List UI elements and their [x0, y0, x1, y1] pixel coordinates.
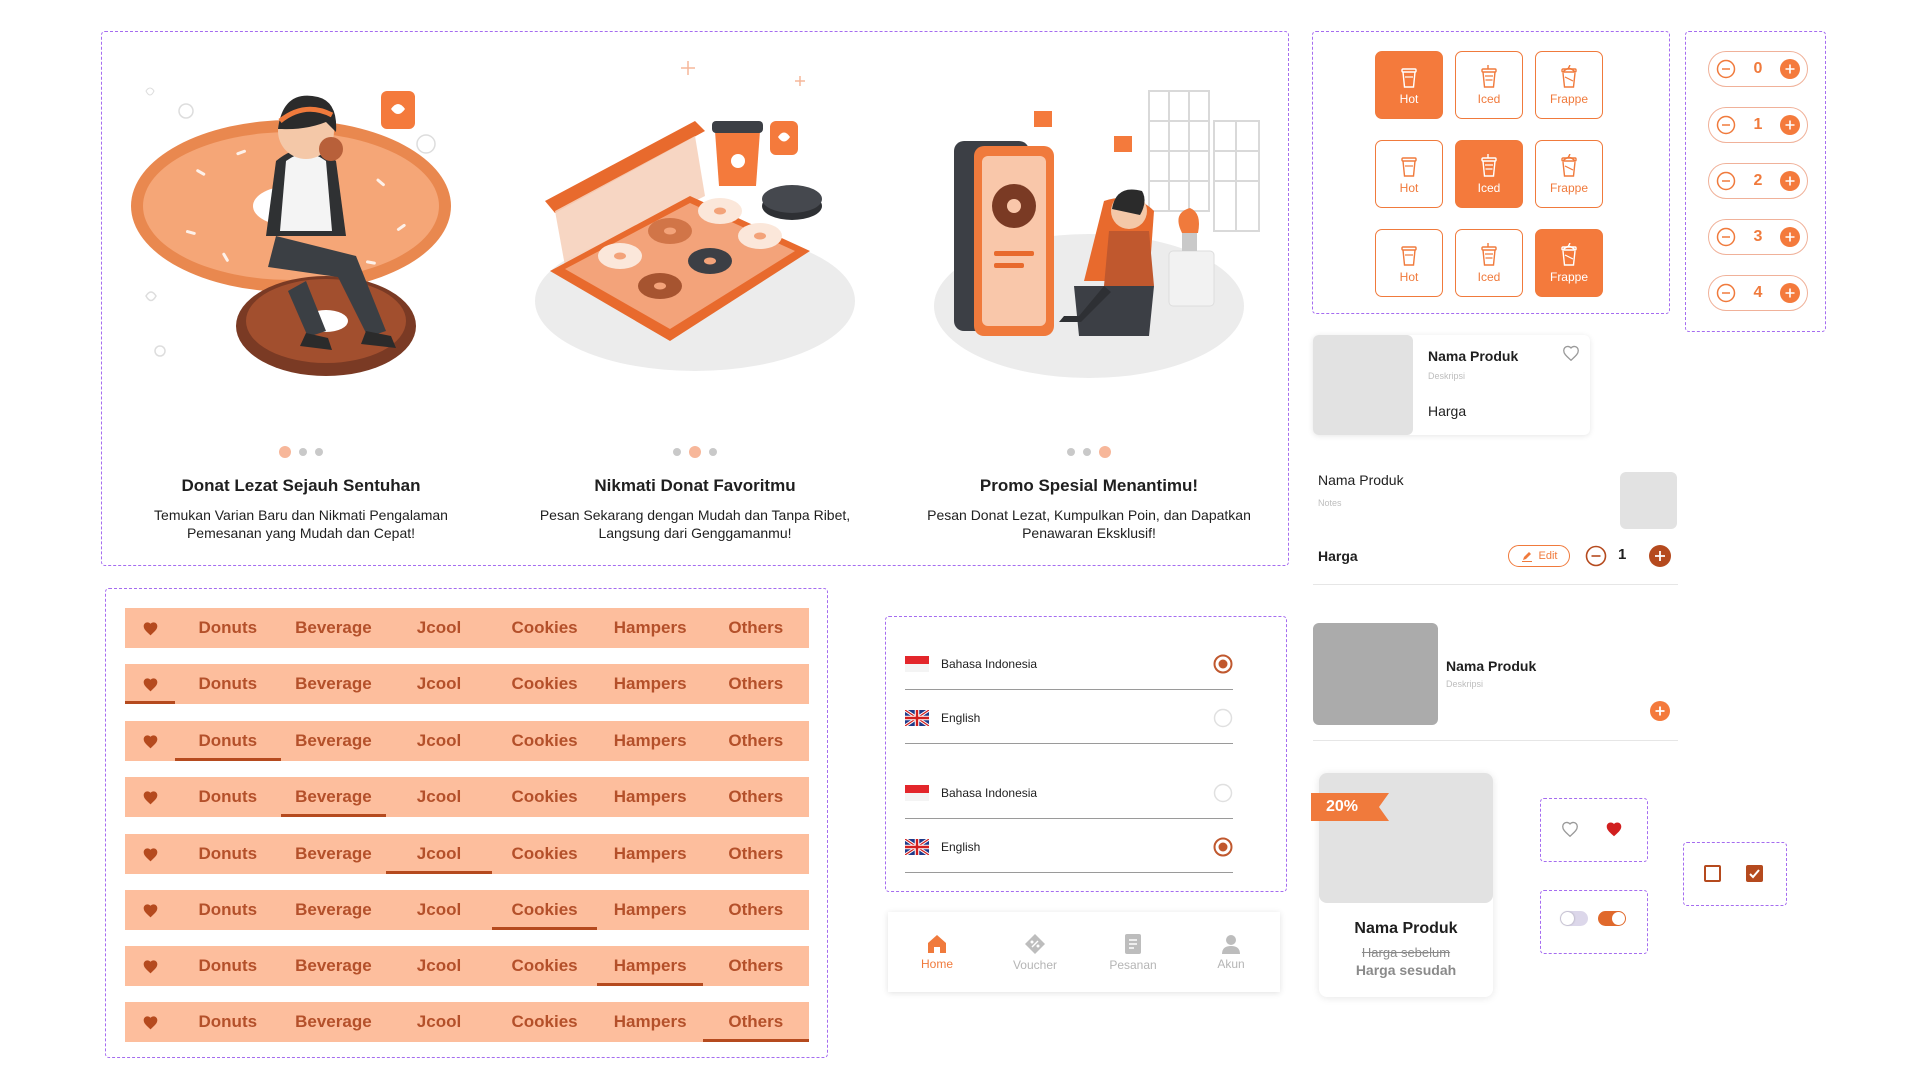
- tab-favorites[interactable]: [125, 890, 175, 930]
- category-tab-bar: [125, 1002, 809, 1042]
- decrement-button[interactable]: [1716, 283, 1736, 303]
- tab-hampers[interactable]: Hampers: [613, 844, 687, 863]
- beverage-option-frappe[interactable]: [1535, 51, 1603, 119]
- switch-off[interactable]: [1560, 911, 1588, 926]
- bottom-navigation: [888, 912, 1280, 992]
- nav-pesanan[interactable]: [1084, 912, 1182, 992]
- tab-others[interactable]: Others: [728, 844, 784, 863]
- product-card-list[interactable]: [1313, 623, 1678, 741]
- nav-label: Home: [920, 956, 953, 971]
- quantity-value: 2: [1753, 172, 1763, 189]
- pencil-icon: [1521, 550, 1533, 562]
- uk-flag-icon: [905, 839, 929, 855]
- beverage-option-label: Iced: [1477, 180, 1501, 195]
- quantity-value: 0: [1753, 60, 1763, 77]
- hot-cup-icon: [1397, 243, 1421, 267]
- carousel-dots: [500, 446, 890, 458]
- frappe-cup-icon: [1557, 243, 1581, 267]
- price-before: Harga sebelum: [1361, 945, 1451, 960]
- category-tab-bar: [125, 834, 809, 874]
- increment-button[interactable]: [1780, 171, 1800, 191]
- increment-button[interactable]: [1780, 227, 1800, 247]
- decrement-button[interactable]: [1585, 545, 1607, 567]
- tab-hampers[interactable]: Hampers: [613, 618, 687, 637]
- checkbox-checked[interactable]: [1746, 865, 1763, 882]
- product-name: Nama Produk: [1428, 348, 1519, 364]
- price-after: Harga sesudah: [1355, 962, 1457, 978]
- carousel-dots: [894, 446, 1284, 458]
- heart-icon: [142, 847, 159, 862]
- tab-hampers[interactable]: Hampers: [613, 900, 687, 919]
- tab-beverage[interactable]: Beverage: [295, 900, 372, 919]
- tab-beverage[interactable]: Beverage: [295, 956, 372, 975]
- radio-selected[interactable]: [1213, 654, 1233, 674]
- product-image-placeholder: [1313, 623, 1438, 725]
- decrement-button[interactable]: [1716, 171, 1736, 191]
- tab-donuts[interactable]: Donuts: [198, 787, 258, 806]
- carousel-dots: [106, 446, 496, 458]
- edit-button[interactable]: [1508, 545, 1570, 567]
- quantity-stepper: [1708, 51, 1808, 87]
- heart-icon: [142, 677, 159, 692]
- beverage-option-iced[interactable]: [1455, 140, 1523, 208]
- carousel-dot[interactable]: [709, 448, 717, 456]
- language-name: Bahasa Indonesia: [941, 785, 1038, 800]
- tab-jcool[interactable]: Jcool: [416, 900, 462, 919]
- language-option[interactable]: [905, 692, 1233, 744]
- beverage-option-hot[interactable]: [1375, 229, 1443, 297]
- tab-cookies[interactable]: Cookies: [511, 844, 578, 863]
- tab-donuts[interactable]: Donuts: [198, 844, 258, 863]
- order-icon: [1124, 933, 1142, 955]
- indonesia-flag-icon: [905, 785, 929, 801]
- quantity-stepper: [1708, 219, 1808, 255]
- tab-favorites[interactable]: [125, 946, 175, 986]
- tab-beverage[interactable]: Beverage: [295, 731, 372, 750]
- category-tab-bar: [125, 946, 809, 986]
- iced-cup-icon: [1477, 154, 1501, 178]
- heart-outline-icon[interactable]: [1561, 821, 1579, 837]
- frappe-cup-icon: [1557, 65, 1581, 89]
- heart-icon: [142, 1015, 159, 1030]
- switch-knob: [1561, 912, 1574, 925]
- product-description: Deskripsi: [1446, 679, 1484, 689]
- tab-jcool[interactable]: Jcool: [416, 731, 462, 750]
- product-name: Nama Produk: [1446, 658, 1537, 674]
- tab-donuts[interactable]: Donuts: [198, 674, 258, 693]
- radio-selected[interactable]: [1213, 837, 1233, 857]
- tab-jcool[interactable]: Jcool: [416, 618, 462, 637]
- tab-cookies[interactable]: Cookies: [492, 890, 598, 930]
- tab-beverage[interactable]: Beverage: [295, 1012, 372, 1031]
- tab-others[interactable]: Others: [703, 1002, 809, 1042]
- switch-on[interactable]: [1598, 911, 1626, 926]
- checkmark-icon: [1746, 865, 1763, 882]
- decrement-button[interactable]: [1716, 227, 1736, 247]
- carousel-dot[interactable]: [315, 448, 323, 456]
- checkbox-frame: [1683, 842, 1787, 906]
- beverage-option-label: Iced: [1477, 269, 1501, 284]
- heart-icon: [142, 621, 159, 636]
- heart-filled-icon[interactable]: [1605, 821, 1623, 837]
- cart-item-quantity: 1: [1618, 546, 1627, 563]
- tab-donuts[interactable]: Donuts: [198, 956, 258, 975]
- tab-others[interactable]: Others: [728, 787, 784, 806]
- quantity-stepper: [1708, 107, 1808, 143]
- onboarding-description: Pesan Donat Lezat, Kumpulkan Poin, dan Dapatkan Penawaran Eksklusif!: [927, 507, 1251, 541]
- beverage-option-frappe[interactable]: [1535, 229, 1603, 297]
- beverage-option-label: Iced: [1477, 91, 1501, 106]
- cart-item: [1313, 465, 1678, 585]
- tab-cookies[interactable]: Cookies: [511, 956, 578, 975]
- quantity-value: 3: [1753, 228, 1763, 245]
- product-image-placeholder: [1313, 335, 1413, 435]
- quantity-value: 1: [1753, 116, 1763, 133]
- discount-badge: [1311, 793, 1373, 821]
- promo-product-card[interactable]: [1319, 773, 1493, 997]
- edit-label: Edit: [1538, 550, 1558, 562]
- tab-cookies[interactable]: Cookies: [511, 618, 578, 637]
- tab-others[interactable]: Others: [728, 731, 784, 750]
- tab-beverage[interactable]: Beverage: [295, 674, 372, 693]
- tab-jcool[interactable]: Jcool: [416, 956, 462, 975]
- onboarding-title: Nikmati Donat Favoritmu: [594, 476, 796, 495]
- tab-jcool[interactable]: Jcool: [386, 834, 492, 874]
- heart-icon: [142, 790, 159, 805]
- onboarding-slide-2: [500, 31, 890, 591]
- quantity-value: 4: [1753, 284, 1763, 301]
- beverage-option-label: Frappe: [1549, 180, 1589, 195]
- decrement-button[interactable]: [1716, 115, 1736, 135]
- tab-cookies[interactable]: Cookies: [511, 674, 578, 693]
- decrement-button[interactable]: [1716, 59, 1736, 79]
- heart-outline-icon[interactable]: [1562, 345, 1580, 361]
- beverage-option-iced[interactable]: [1455, 51, 1523, 119]
- nav-home[interactable]: [888, 912, 986, 992]
- tab-jcool[interactable]: Jcool: [416, 787, 462, 806]
- beverage-option-label: Hot: [1399, 180, 1419, 195]
- promo-phone-illustration: [914, 51, 1264, 391]
- checkbox-unchecked[interactable]: [1704, 865, 1721, 882]
- cart-item-notes: Notes: [1318, 498, 1342, 508]
- language-option[interactable]: [905, 767, 1233, 819]
- tab-donuts[interactable]: Donuts: [175, 721, 281, 761]
- tab-cookies[interactable]: Cookies: [511, 731, 578, 750]
- nav-label: Pesanan: [1109, 957, 1157, 972]
- product-price: Harga: [1428, 403, 1467, 419]
- favorite-toggle-frame: [1540, 798, 1648, 862]
- category-tab-bar: [125, 777, 809, 817]
- tab-jcool[interactable]: Jcool: [416, 674, 462, 693]
- switch-knob: [1612, 912, 1625, 925]
- tab-others[interactable]: Others: [728, 900, 784, 919]
- category-tab-bar: [125, 608, 809, 648]
- language-name: Bahasa Indonesia: [941, 656, 1038, 671]
- carousel-dot[interactable]: [1099, 446, 1111, 458]
- iced-cup-icon: [1477, 243, 1501, 267]
- hot-cup-icon: [1397, 154, 1421, 178]
- add-to-cart-button[interactable]: [1650, 701, 1670, 721]
- nav-akun[interactable]: [1182, 912, 1280, 992]
- beverage-option-label: Hot: [1399, 269, 1419, 284]
- tab-donuts[interactable]: Donuts: [198, 900, 258, 919]
- cart-item-price: Harga: [1318, 548, 1358, 564]
- tab-cookies[interactable]: Cookies: [511, 1012, 578, 1031]
- home-icon: [926, 934, 948, 954]
- account-icon: [1221, 934, 1241, 954]
- uk-flag-icon: [905, 710, 929, 726]
- tab-beverage[interactable]: Beverage: [295, 618, 372, 637]
- product-name: Nama Produk: [1354, 920, 1458, 937]
- tab-hampers[interactable]: Hampers: [613, 1012, 687, 1031]
- carousel-dot[interactable]: [673, 448, 681, 456]
- nav-label: Akun: [1217, 956, 1245, 971]
- product-card-horizontal[interactable]: [1313, 335, 1590, 435]
- product-description: Deskripsi: [1428, 371, 1466, 381]
- tab-hampers[interactable]: Hampers: [613, 787, 687, 806]
- beverage-option-hot[interactable]: [1375, 140, 1443, 208]
- increment-button[interactable]: [1649, 545, 1671, 567]
- frappe-cup-icon: [1557, 154, 1581, 178]
- tab-cookies[interactable]: Cookies: [511, 787, 578, 806]
- onboarding-slide-3: [894, 31, 1284, 591]
- voucher-icon: [1024, 933, 1046, 955]
- radio-unselected[interactable]: [1213, 783, 1233, 803]
- tab-hampers[interactable]: Hampers: [613, 674, 687, 693]
- onboarding-title: Promo Spesial Menantimu!: [979, 476, 1199, 495]
- tab-jcool[interactable]: Jcool: [416, 1012, 462, 1031]
- onboarding-slide-1: [106, 31, 496, 591]
- tab-favorites[interactable]: [125, 777, 175, 817]
- cart-item-name: Nama Produk: [1318, 472, 1404, 488]
- radio-unselected[interactable]: [1213, 708, 1233, 728]
- increment-button[interactable]: [1780, 115, 1800, 135]
- onboarding-description: Pesan Sekarang dengan Mudah dan Tanpa Ribet, Langsung dari Genggamanmu!: [539, 507, 851, 541]
- tab-favorites[interactable]: [125, 608, 175, 648]
- tab-beverage[interactable]: Beverage: [295, 844, 372, 863]
- quantity-stepper: [1708, 163, 1808, 199]
- beverage-option-frappe[interactable]: [1535, 140, 1603, 208]
- beverage-option-label: Hot: [1399, 91, 1419, 106]
- tab-others[interactable]: Others: [728, 956, 784, 975]
- tab-donuts[interactable]: Donuts: [198, 618, 258, 637]
- onboarding-title: Donat Lezat Sejauh Sentuhan: [181, 476, 421, 495]
- heart-icon: [142, 959, 159, 974]
- indonesia-flag-icon: [905, 656, 929, 672]
- beverage-option-hot[interactable]: [1375, 51, 1443, 119]
- nav-label: Voucher: [1012, 957, 1058, 972]
- donut-box-illustration: [520, 51, 870, 391]
- beverage-option-iced[interactable]: [1455, 229, 1523, 297]
- iced-cup-icon: [1477, 65, 1501, 89]
- increment-button[interactable]: [1780, 59, 1800, 79]
- tab-hampers[interactable]: Hampers: [613, 731, 687, 750]
- tab-others[interactable]: Others: [728, 618, 784, 637]
- quantity-stepper: [1708, 275, 1808, 311]
- tab-hampers[interactable]: Hampers: [597, 946, 703, 986]
- heart-icon: [142, 903, 159, 918]
- tab-favorites[interactable]: [125, 1002, 175, 1042]
- carousel-dot[interactable]: [689, 446, 701, 458]
- language-name: English: [941, 710, 981, 725]
- switch-frame: [1540, 890, 1648, 954]
- category-tab-bar: [125, 890, 809, 930]
- tab-favorites[interactable]: [125, 664, 175, 704]
- tab-favorites[interactable]: [125, 721, 175, 761]
- donut-eating-illustration: [126, 51, 476, 391]
- carousel-dot[interactable]: [299, 448, 307, 456]
- language-option[interactable]: [905, 821, 1233, 873]
- tab-beverage[interactable]: Beverage: [281, 777, 387, 817]
- increment-button[interactable]: [1780, 283, 1800, 303]
- beverage-option-label: Frappe: [1549, 91, 1589, 106]
- tab-donuts[interactable]: Donuts: [198, 1012, 258, 1031]
- heart-icon: [142, 734, 159, 749]
- cart-item-image: [1620, 472, 1677, 529]
- hot-cup-icon: [1397, 65, 1421, 89]
- carousel-dot[interactable]: [279, 446, 291, 458]
- category-tab-bar: [125, 721, 809, 761]
- tab-favorites[interactable]: [125, 834, 175, 874]
- tab-others[interactable]: Others: [728, 674, 784, 693]
- nav-voucher[interactable]: [986, 912, 1084, 992]
- beverage-option-label: Frappe: [1549, 269, 1589, 284]
- onboarding-description: Temukan Varian Baru dan Nikmati Pengalaman Pemesanan yang Mudah dan Cepat!: [154, 507, 448, 541]
- category-tabs-frame: [105, 588, 828, 1058]
- discount-label: 20%: [1325, 798, 1359, 815]
- language-option[interactable]: [905, 638, 1233, 690]
- onboarding-carousel: [101, 31, 1289, 566]
- carousel-dot[interactable]: [1083, 448, 1091, 456]
- carousel-dot[interactable]: [1067, 448, 1075, 456]
- category-tab-bar: [125, 664, 809, 704]
- language-name: English: [941, 839, 981, 854]
